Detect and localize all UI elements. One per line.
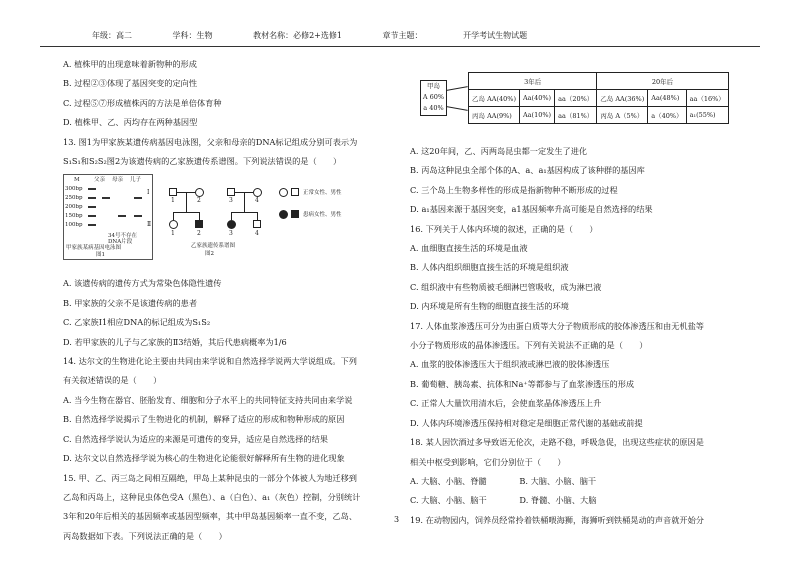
pedigree-caption: 乙家族遗传系谱图: [191, 243, 236, 250]
pedigree-sibling-line: [231, 212, 257, 213]
individual-number: 4: [255, 230, 259, 238]
left-column: [63, 55, 393, 546]
pedigree-male-normal: [227, 188, 235, 196]
page-number: 3: [394, 515, 400, 524]
text-line: D. a₁基因来源于基因突变，a1基因频率升高可能是自然选择的结果: [410, 204, 653, 215]
legend-female-normal-icon: [279, 188, 288, 197]
island-freq-a: a 40%: [423, 104, 444, 112]
gel-band: [88, 224, 96, 226]
gel-note: 34号不存在DNA片段: [108, 233, 137, 246]
table-cell: aa（16%）: [686, 90, 728, 107]
page-header: [92, 30, 565, 41]
text-line: B. 甲家族的父亲不是该遗传病的患者: [63, 297, 198, 308]
marker-label: 150bp: [65, 213, 83, 220]
text-line: A. 大脑、小脑、脊髓 B. 大脑、小脑、脑干: [410, 475, 597, 486]
text-line: C. 正常人大量饮用清水后，会使血浆晶体渗透压上升: [410, 398, 602, 409]
text-line: C. 三个岛上生物多样性的形成是指新物种不断形成的过程: [410, 184, 618, 195]
question-13-stem: 13. 图1为甲家族某遗传病基因电泳图，父亲和母亲的DNA标记组成分别可表示为: [63, 136, 358, 147]
question-15-stem: 15. 甲、乙、丙三岛之间相互隔绝，甲岛上某种昆虫的一部分个体被人为地迁移到: [63, 472, 357, 483]
header-chapter: 章节主题：: [382, 31, 423, 40]
text-line: A. 血细胞直接生活的环境是血液: [410, 243, 528, 254]
marker-label: 200bp: [65, 204, 83, 211]
text-line: D. 人体内环境渗透压保持相对稳定是细胞正常代谢的基础或前提: [410, 417, 643, 428]
text-line: B. 丙岛这种昆虫全部个体的A、a、a₁基因构成了该种群的基因库: [410, 165, 645, 176]
text-line: A. 植株甲的出现意味着新物种的形成: [63, 59, 197, 69]
pedigree-female-normal: [253, 188, 262, 197]
question-13-stem: S₁S₁和S₂S₂图2为该遗传病的乙家族遗传系谱图。下列说法错误的是（ ）: [63, 156, 342, 167]
island-label: 甲岛: [427, 82, 440, 90]
legend-female-affected-icon: [279, 210, 288, 219]
table-header-3y: 3年后: [469, 73, 597, 90]
arrow-to-yi: [446, 86, 468, 91]
gel-lane-label: 儿子: [130, 177, 142, 184]
text-line: D. 内环境是所有生物的细胞直接生活的环境: [410, 301, 569, 312]
pedigree-female-normal: [169, 220, 178, 229]
gel-band: [88, 188, 96, 190]
gel-lane-label: 母亲: [112, 177, 124, 184]
question-19-stem: 19. 在动物园内，饲养员经常拎着铁桶喂海狮，海狮听到铁桶晃动的声音就开始分: [410, 514, 704, 525]
question-18-stem: 相关中枢受到影响，它们分别位于（ ）: [410, 456, 566, 467]
pedigree-line: [173, 212, 174, 220]
question-18-stem: 18. 某人因饮酒过多导致语无伦次，走路不稳，呼吸急促，出现这些症状的原因是: [410, 437, 704, 448]
header-subject: 学科：生物: [172, 31, 213, 40]
legend-normal-label: 正常女性、男性: [303, 190, 342, 197]
gel-band: [102, 197, 110, 199]
table-cell: Aa(48%): [648, 90, 686, 107]
gene-frequency-table: [468, 72, 729, 124]
marker-label: 100bp: [65, 222, 83, 229]
island-jia-box: [420, 80, 447, 116]
text-line: B. 过程②③体现了基因突变的定向性: [63, 78, 198, 89]
header-topic: 开学考试生物试题: [463, 31, 528, 40]
table-cell: Aa(10%): [519, 107, 554, 124]
text-line: A. 这20年间，乙、丙两岛昆虫都一定发生了进化: [410, 146, 588, 156]
text-line: D. 若甲家族的儿子与乙家族的Ⅱ3结婚，其后代患病概率为1/6: [63, 336, 287, 347]
pedigree-sibling-line: [173, 212, 199, 213]
generation-label: Ⅱ: [147, 221, 152, 229]
gel-band: [118, 215, 126, 217]
gel-caption: 甲家族某病基因电泳图: [66, 245, 122, 252]
question-16-stem: 16. 下列关于人体内环境的叙述，正确的是（ ）: [410, 223, 598, 234]
question-17-stem: 17. 人体血浆渗透压可分为由蛋白质等大分子物质形成的胶体渗透压和由无机盐等: [410, 320, 704, 331]
figure-1-label: 图1: [96, 252, 105, 259]
individual-number: 1: [171, 197, 175, 205]
pedigree-descent-line: [186, 192, 187, 212]
text-line: D. 达尔文以自然选择学说为核心的生物进化论能很好解释所有生物的进化现象: [63, 453, 345, 464]
gel-lane-label: M: [74, 177, 80, 184]
header-grade: 年级：高二: [92, 31, 132, 40]
generation-label: Ⅰ: [147, 189, 150, 197]
text-line: A. 该遗传病的遗传方式为常染色体隐性遗传: [63, 278, 222, 289]
question-15-stem: 3年和20年后相关的基因频率或基因型频率，其中甲岛基因频率一直不变，乙岛、: [63, 511, 358, 522]
table-row: [469, 107, 729, 124]
question-15-stem: 乙岛和丙岛上，这种昆虫体色受A（黑色）、a（白色）、a₁（灰色）控制，分别统计: [63, 491, 361, 502]
text-line: B. 人体内组织细胞直接生活的环境是组织液: [410, 262, 569, 273]
figure-2-label: 图2: [205, 251, 214, 258]
legend-affected-label: 患病女性、男性: [303, 212, 342, 219]
pedigree-chart: [141, 180, 401, 260]
pedigree-line: [231, 212, 232, 220]
individual-number: 2: [197, 230, 201, 238]
question-15-stem: 丙岛数据如下表。下列说法正确的是（ ）: [63, 530, 227, 541]
gel-band: [88, 197, 96, 199]
table-cell: a（40%）: [648, 107, 686, 124]
table-cell: 乙岛 AA(36%): [597, 90, 648, 107]
text-line: C. 过程⑤⑦形成植株丙的方法是单倍体育种: [63, 97, 222, 108]
gel-band: [88, 215, 96, 217]
table-header-20y: 20年后: [597, 73, 729, 90]
text-line: A. 血浆的胶体渗透压大于组织液或淋巴液的胶体渗透压: [410, 359, 610, 370]
marker-label: 300bp: [65, 186, 83, 193]
pedigree-male-normal: [169, 188, 177, 196]
pedigree-descent-line: [244, 192, 245, 212]
text-line: D. 植株甲、乙、丙均存在两种基因型: [63, 117, 198, 128]
pedigree-male-affected: [195, 220, 203, 228]
pedigree-female-normal: [195, 188, 204, 197]
text-line: C. 组织液中有些物质被毛细淋巴管吸收，成为淋巴液: [410, 281, 602, 292]
text-line: C. 乙家族Ⅰ1相应DNA的标记组成为S₁S₂: [63, 317, 211, 328]
individual-number: 4: [255, 197, 259, 205]
question-13-figure: [63, 174, 393, 266]
text-line: C. 自然选择学说认为适应的来源是可遗传的变异，适应是自然选择的结果: [63, 433, 328, 444]
individual-number: 3: [229, 230, 233, 238]
table-cell: 丙岛 AA(9%): [469, 107, 520, 124]
gene-frequency-figure: [420, 72, 725, 124]
gel-band: [88, 206, 96, 208]
table-row: [469, 90, 729, 107]
right-column: [410, 142, 755, 530]
text-line: B. 自然选择学说揭示了生物进化的机制，解释了适应的形成和物种形成的原因: [63, 414, 345, 425]
individual-number: 3: [229, 197, 233, 205]
question-17-stem: 小分子物质形成的晶体渗透压。下列有关说法不正确的是（ ）: [410, 340, 648, 351]
marker-label: 250bp: [65, 195, 83, 202]
text-line: B. 葡萄糖、胰岛素、抗体和Na⁺等都参与了血浆渗透压的形成: [410, 378, 635, 389]
individual-number: 1: [171, 230, 175, 238]
gel-lane-label: 父亲: [94, 177, 106, 184]
island-freq-A: A 60%: [422, 93, 445, 101]
individual-number: 2: [197, 197, 201, 205]
electrophoresis-gel: [63, 174, 153, 260]
text-line: C. 大脑、小脑、脑干 D. 脊髓、小脑、大脑: [410, 495, 597, 506]
pedigree-male-normal: [253, 220, 261, 228]
table-cell: Aa(40%): [519, 90, 554, 107]
table-cell: 乙岛 AA(40%): [469, 90, 520, 107]
table-cell: 丙岛 A（5%）: [597, 107, 648, 124]
pedigree-female-affected: [227, 220, 236, 229]
question-14-stem: 有关叙述错误的是（ ）: [63, 375, 162, 386]
table-cell: aa（20%）: [555, 90, 597, 107]
text-line: A. 当今生物在器官、胚胎发育、细胞和分子水平上的共同特征支持共同由来学说: [63, 394, 353, 405]
pedigree-line: [257, 212, 258, 220]
arrow-to-bing: [446, 106, 468, 111]
header-textbook: 教材名称：必修2+选修1: [253, 31, 342, 40]
pedigree-line: [199, 212, 200, 220]
question-14-stem: 14. 达尔文的生物进化论主要由共同由来学说和自然选择学说两大学说组成。下列: [63, 356, 357, 367]
table-cell: a₁(55%): [686, 107, 728, 124]
legend-male-affected-icon: [291, 210, 299, 218]
legend-male-normal-icon: [291, 188, 299, 196]
table-cell: aa（81%）: [555, 107, 597, 124]
header-divider: [40, 46, 760, 47]
